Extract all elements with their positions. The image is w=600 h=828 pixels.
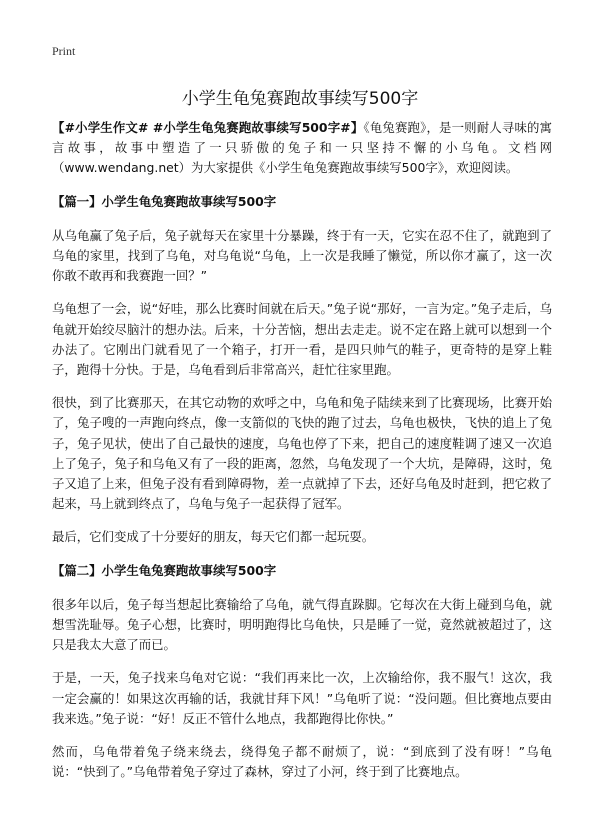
section-1-paragraph-4: 最后，它们变成了十分要好的朋友，每天它们都一起玩耍。 xyxy=(52,529,375,545)
section-1-paragraph-2: 乌龟想了一会，说“好哇，那么比赛时间就在后天。”兔子说“那好，一言为定。”兔子走后，乌龟就开始绞尽脑汁的想办法。后来，十分苦恼，想出去走走。说不定在路上就可以想到一个办法了。它刚出门就看见了一个箱子，打开一看，是四只帅气的鞋子，更奇特的是穿上鞋子，跑得十分快。于是，乌龟看到后非常高兴，赶忙往家里跑。 xyxy=(52,301,552,378)
section-2-paragraph-1: 很多年以后，兔子每当想起比赛输给了乌龟，就气得直跺脚。它每次在大街上碰到乌龟，就想雪洗耻辱。兔子心想，比赛时，明明跑得比乌龟快，只是睡了一觉，竟然就被超过了，这只是我太大意了而已。 xyxy=(52,596,552,653)
print-label: Print xyxy=(52,44,76,58)
section-1-paragraph-3: 很快，到了比赛那天，在其它动物的欢呼之中，乌龟和兔子陆续来到了比赛现场，比赛开始了，兔子嗖的一声跑向终点，像一支箭似的飞快的跑了过去，乌龟也极快，飞快的追上了兔子，兔子见状，使出了自己最快的速度，乌龟也停了下来，把自己的速度鞋调了速又一次追上了兔子，兔子和乌龟又有了一段的距离，忽然，乌龟发现了一个大坑，是障碍，这时，兔子又追了上来，但兔子没有看到障碍物，差一点就掉了下去，还好乌龟及时赶到，把它救了起来，马上就到终点了，乌龟与兔子一起获得了冠军。 xyxy=(52,395,552,512)
intro-text: 《龟兔赛跑》，是一则耐人寻味的寓言故事，故事中塑造了一只骄傲的兔子和一只坚持不懈的小乌龟。文档网（www.wendang.net）为大家提供《小学生龟兔赛跑故事续写500字》，欢迎阅读。 xyxy=(52,120,552,176)
section-1-paragraph-1: 从乌龟赢了兔子后，兔子就每天在家里十分暴躁，终于有一天，它实在忍不住了，就跑到了乌龟的家里，找到了乌龟，对乌龟说“乌龟，上一次是我睡了懒觉，所以你才赢了，这一次你敢不敢再和我赛跑一回？” xyxy=(52,227,552,284)
section-heading-2: 【篇二】小学生龟兔赛跑故事续写500字 xyxy=(52,562,277,578)
article-body xyxy=(52,118,552,795)
section-2-paragraph-2: 于是，一天，兔子找来乌龟对它说：“我们再来比一次，上次输给你，我不服气！这次，我一定会赢的！如果这次再输的话，我就甘拜下风！”乌龟听了说：“没问题。但比赛地点要由我来选。”兔子说：“好！反正不管什么地点，我都跑得比你快。” xyxy=(52,670,552,726)
page-title: 小学生龟兔赛跑故事续写500字 xyxy=(181,89,419,109)
intro-paragraph xyxy=(52,118,552,179)
intro-tag: 【#小学生作文# #小学生龟兔赛跑故事续写500字#】 xyxy=(52,120,364,135)
section-heading-1: 【篇一】小学生龟兔赛跑故事续写500字 xyxy=(52,193,277,209)
section-2-paragraph-3: 然而，乌龟带着兔子绕来绕去，绕得兔子都不耐烦了，说：“到底到了没有呀！”乌龟说：“快到了。”乌龟带着兔子穿过了森林，穿过了小河，终于到了比赛地点。 xyxy=(52,744,552,780)
